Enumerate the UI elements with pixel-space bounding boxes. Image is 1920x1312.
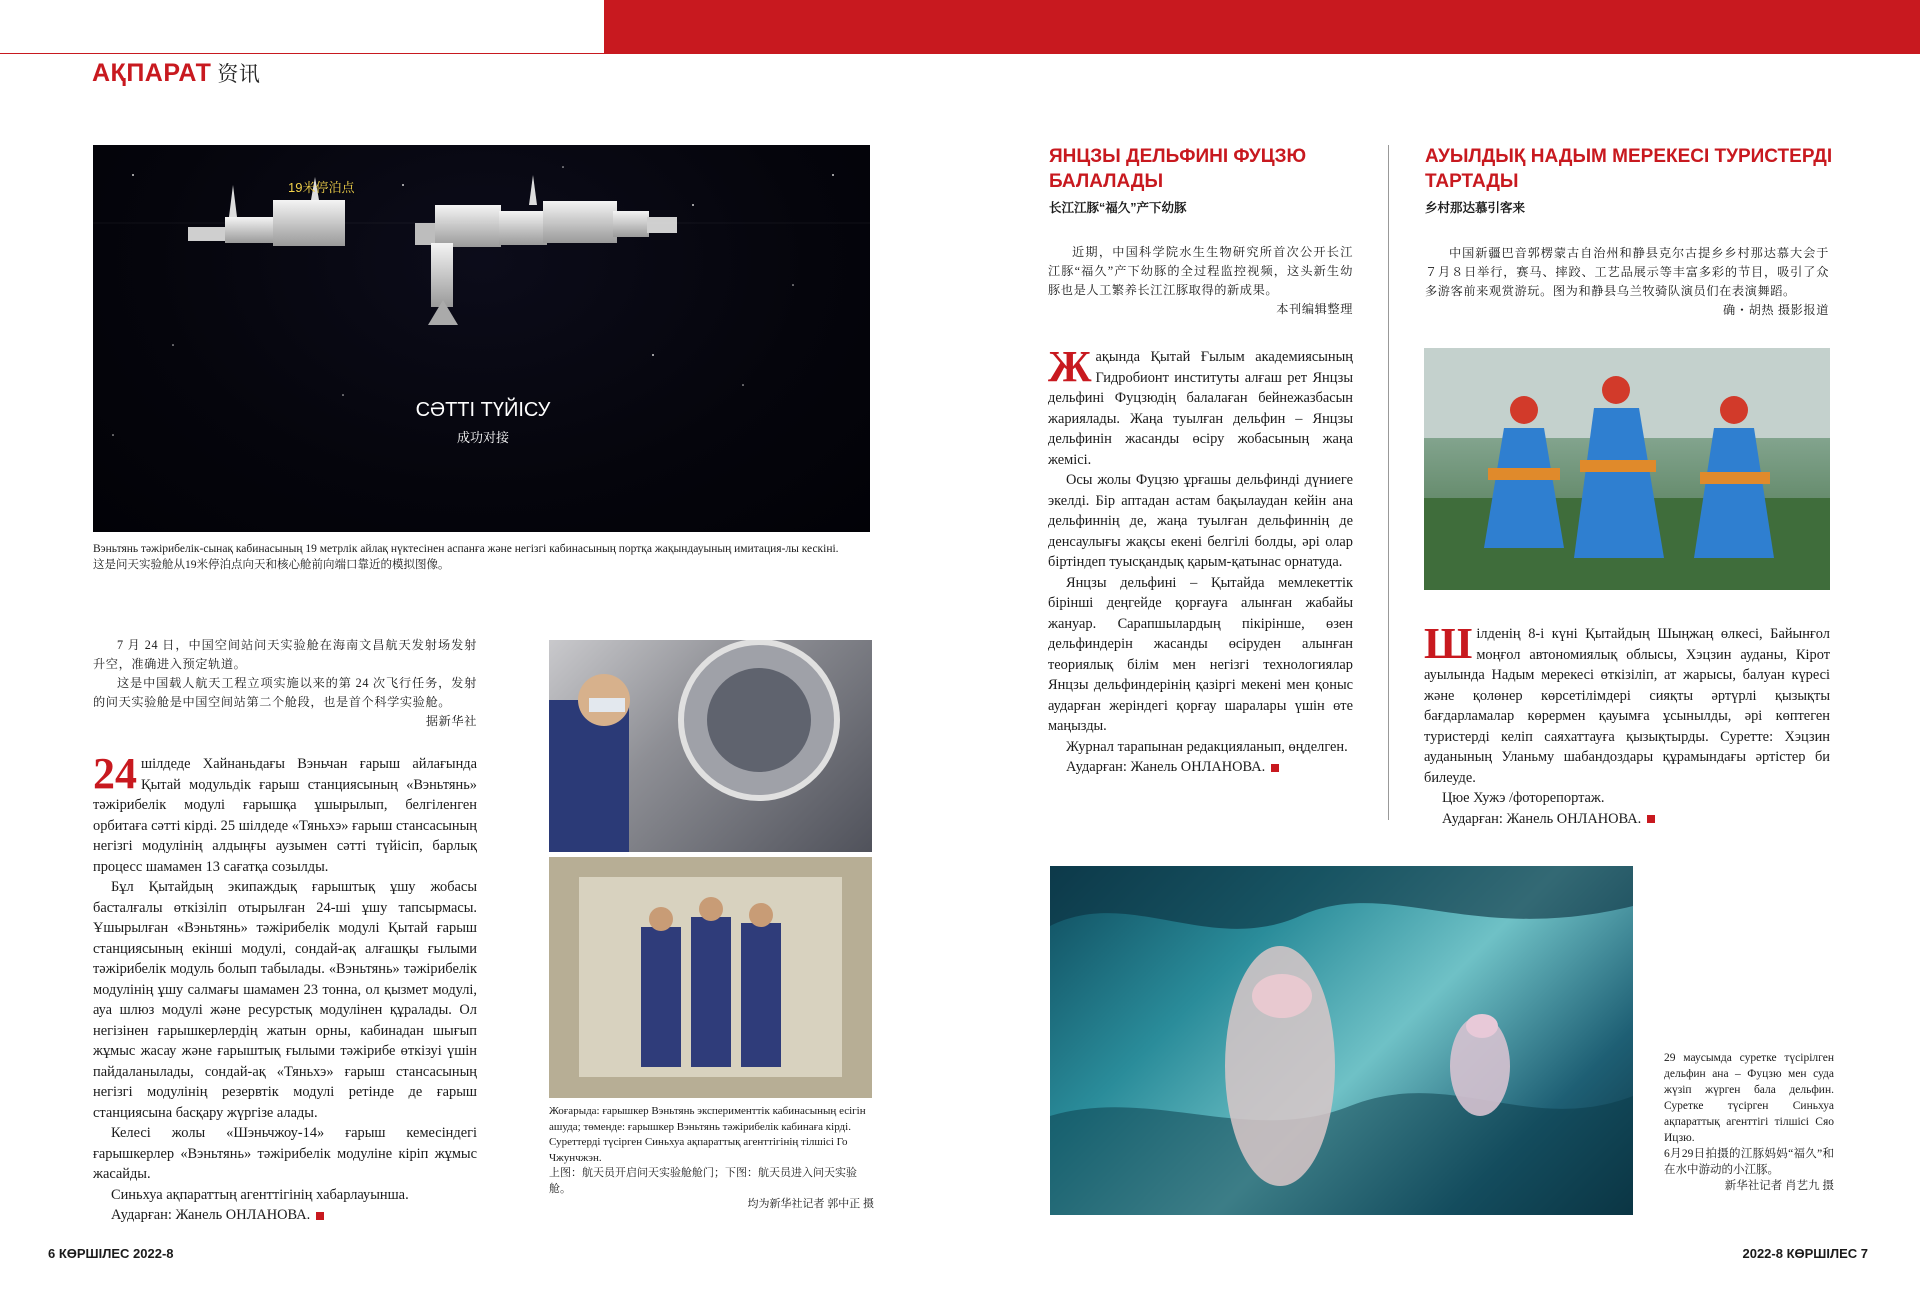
festival-zh-credit: 确・胡热 摄影报道 xyxy=(1723,303,1829,317)
left-zh-source: 据新华社 xyxy=(425,714,477,728)
astronaut-photos-caption xyxy=(549,1104,874,1213)
dolphin-zh-paragraph: 近期，中国科学院水生生物研究所首次公开长江江豚“福久”产下幼豚的全过程监控视频，这头新生幼豚也是人工繁养长江江豚取得的新成果。 xyxy=(1048,245,1353,297)
festival-translator-text: Аударған: Жанель ОНЛАНОВА. xyxy=(1442,810,1642,827)
dolphin-article-zh-intro xyxy=(1048,243,1353,319)
dolphin-article-kz-body xyxy=(1048,342,1353,778)
astronaut-opening-hatch-photo xyxy=(549,640,872,852)
festival-article-dropcap: Ш xyxy=(1424,619,1473,668)
astronaut-caption-kz: Жоғарыда: ғарышкер Вэньтянь эксперименттік кабинасының есігін ашуда; төменде: ғарышкер Вэньтянь тәжірибелік кабинаға кірді. Суреттерді түсірген Синьхуа ақпараттық агенттігінің тілшісі Го Чжунчжэн. xyxy=(549,1105,866,1164)
space-station-illustration xyxy=(93,145,870,532)
left-article-dropcap: 24 xyxy=(93,749,137,798)
dolphins-illustration xyxy=(1050,866,1633,1215)
docking-success-title: СӘТТІ ТҮЙІСУ xyxy=(415,399,551,421)
dolphin-kz-paragraph-3: Янцзы дельфині – Қытайда мемлекеттік бірінші деңгейде қорғауға алынған жабайы жануар. Сарапшылардың пікірінше, өзен дельфиндерін жасанды өсіруден алынған теориялық білім мен негізгі технологиялар Янцзы дельфиндерінің қазіргі мекені мен қоныс аударған жеріндегі қорғау шаралары үшін өте маңызды. xyxy=(1048,574,1353,734)
section-label xyxy=(92,58,260,88)
festival-article-kz-body xyxy=(1424,619,1830,829)
left-kz-paragraph-2: Бұл Қытайдың экипаждық ғарыштық ұшу жобасы басталғалы өткізіліп отырылған 24-ші ұшу тапсырмасы. Ұшырылған «Вэньтянь» тәжірибелік модулі Қытай ғарыш станциясының екінші модулі, сондай-ақ алғашқы ғылыми тәжірибелік модуль болып табылады. «Вэньтянь» тәжірибелік модулінің ұшу салмағы шамамен 23 тонна, ол қызмет модулі, ауа шлюз модулі және ресурстық модулінен құралады. Ол негізінен ғарышкерлердің жатын орны, кабинадан шығып жұмыс жасау және ғарыштық ғылыми тәжірибе өткізуі үшін пайдаланылады, сондай-ақ «Тяньхэ» ғарыш стансасының негізгі модулінің резервтік модулі ретінде де ғарыш станциясына басқару жүргізе алады. xyxy=(93,879,477,1121)
page-folio-left: 6 КӨРШІЛЕС 2022-8 xyxy=(48,1246,174,1261)
left-kz-first-paragraph: шілдеде Хайнаньдағы Вэньчан ғарыш айлағында Қытай модульдік ғарыш станциясының «Вэньтянь» тәжірибелік модулі ғарышқа ұшырылып, белгіленген орбитаға сәтті кірді. 25 шілдеде «Тяньхэ» ғарыш стансасының негізгі модулінің алдыңғы аузымен сәтті түйісіп, барлық процесс шамамен 13 сағатқа созылды. xyxy=(93,756,477,875)
dolphin-article-dropcap: Ж xyxy=(1048,342,1092,391)
festival-kz-translator xyxy=(1424,809,1830,830)
top-red-band xyxy=(604,0,1920,54)
space-photo-caption-zh: 这是问天实验舱从19米停泊点向天和核心舱前向端口靠近的模拟图像。 xyxy=(93,559,450,571)
top-rule xyxy=(0,53,604,54)
end-mark xyxy=(316,1212,324,1220)
dolphin-photo-caption xyxy=(1664,1050,1834,1194)
festival-zh-paragraph: 中国新疆巴音郭楞蒙古自治州和静县克尔古提乡乡村那达慕大会于７月８日举行，赛马、摔跤、工艺品展示等丰富多彩的节目，吸引了众多游客前来观赏游玩。图为和静县乌兰牧骑队演员们在表演舞蹈。 xyxy=(1425,246,1829,298)
festival-kz-first-paragraph: ілденің 8-і күні Қытайдың Шыңжаң өлкесі, Байынғол моңғол автономиялық облысы, Хэцзин ауданы, Кірот ауылында Надым мерекесі өткізіліп, ат жарысы, балуан күресі және қолөнер көрсетілімдері сияқты әртүрлі қызықты бағдарламалар көрермен қауымға ұсынылды, әрі көптеген туристерді келіп саяхаттауға қызықтырды. Суретте: Хэцзин ауданының Уланьму шабандоздары құрамындағы әртістер би билеуде. xyxy=(1424,626,1830,786)
berth-point-label: 19米停泊点 xyxy=(288,180,355,195)
festival-article-title: АУЫЛДЫҚ НАДЫМ МЕРЕКЕСІ ТУРИСТЕРДІ ТАРТАДЫ xyxy=(1425,146,1833,192)
left-article-kz-body xyxy=(93,749,477,1226)
left-translator-text: Аударған: Жанель ОНЛАНОВА. xyxy=(111,1207,311,1223)
dolphin-caption-zh: 6月29日拍摄的江豚妈妈“福久”和在水中游动的小江豚。 xyxy=(1664,1148,1834,1176)
astronauts-illustration xyxy=(549,857,872,1098)
dolphin-caption-kz: 29 маусымда суретке түсірілген дельфин ана – Фуцзю мен суда жүзіп жүрген бала дельфин. Суретке түсірген Синьхуа ақпараттық агенттігі тілшісі Сяо Ицзю. xyxy=(1664,1052,1834,1144)
left-kz-paragraph-3: Келесі жолы «Шэньчжоу-14» ғарыш кемесіндегі ғарышкерлер «Вэньтянь» тәжірибелік модуліне кіріп жұмыс жасайды. xyxy=(93,1125,477,1182)
end-mark xyxy=(1271,764,1279,772)
left-zh-paragraph-1: 7 月 24 日，中国空间站问天实验舱在海南文昌航天发射场发射升空，准确进入预定轨道。 xyxy=(93,638,477,671)
space-photo-caption xyxy=(93,541,873,573)
dolphin-article-subtitle: 长江江豚“福久”产下幼豚 xyxy=(1049,201,1187,215)
dolphin-article-title: ЯНЦЗЫ ДЕЛЬФИНІ ФУЦЗЮ БАЛАЛАДЫ xyxy=(1049,146,1307,192)
dolphin-photo xyxy=(1050,866,1633,1215)
festival-article-zh-intro xyxy=(1425,244,1829,320)
column-divider xyxy=(1388,145,1389,820)
tianhe-core-module xyxy=(415,175,677,325)
section-label-zh: 资讯 xyxy=(217,63,261,86)
dolphin-translator-text: Аударған: Жанель ОНЛАНОВА. xyxy=(1066,759,1266,775)
docking-success-subtitle: 成功对接 xyxy=(456,430,509,445)
page-folio-right: 2022-8 КӨРШІЛЕС 7 xyxy=(1742,1246,1868,1261)
earth-horizon xyxy=(93,465,870,532)
dolphin-zh-source: 本刊编辑整理 xyxy=(1276,302,1353,316)
left-kz-translator xyxy=(93,1205,477,1226)
festival-photo-credit: Цюе Хужэ /фоторепортаж. xyxy=(1442,790,1605,806)
dancers-illustration xyxy=(1424,348,1830,590)
astronauts-inside-module-photo xyxy=(549,857,872,1098)
festival-dancers-photo xyxy=(1424,348,1830,590)
dolphin-kz-first-paragraph: ақында Қытай Ғылым академиясының Гидробионт институты алғаш рет Янцзы дельфині Фуцзюдің балалаған бейнежазбасын жариялады. Жаңа туылған дельфин – Янцзы дельфинін жасанды өсіру жобасының жаңа жемісі. xyxy=(1048,349,1353,468)
dolphin-caption-credit: 新华社记者 肖艺九 摄 xyxy=(1724,1180,1834,1192)
section-label-kz: АҚПАРАТ xyxy=(92,59,212,87)
left-article-zh-intro xyxy=(93,636,477,731)
dolphin-kz-paragraph-4: Журнал тарапынан редакцияланып, өңделген. xyxy=(1066,738,1348,755)
hatch-illustration xyxy=(549,640,872,852)
dolphin-kz-paragraph-2: Осы жолы Фуцзю ұрғашы дельфинді дүниеге экелді. Бір аптадан астам бақылаудан кейін ана дельфиннің де, жаңа туылған дельфиннің де денсаулығы жақсы екені белгілі болды, әрі олар біртіндеп туысқандық қарым-қатынас орнатуда. xyxy=(1048,472,1353,570)
festival-article-subtitle: 乡村那达慕引客来 xyxy=(1425,201,1526,215)
space-photo-caption-kz: Вэньтянь тәжірибелік-сынақ кабинасының 19 метрлік айлақ нүктесінен аспанға және негізгі кабинасының портқа жақындауының имитация-лы кескіні. xyxy=(93,543,839,555)
astronaut-caption-credit: 均为新华社记者 郭中正 摄 xyxy=(747,1198,874,1210)
astronaut-caption-zh: 上图：航天员开启问天实验舱舱门；下图：航天员进入问天实验舱。 xyxy=(549,1167,857,1195)
dolphin-kz-translator xyxy=(1048,757,1353,778)
left-kz-paragraph-4: Синьхуа ақпараттың агенттігінің хабарлауынша. xyxy=(111,1186,409,1203)
space-station-photo xyxy=(93,145,870,532)
end-mark xyxy=(1647,815,1655,823)
left-zh-paragraph-2: 这是中国载人航天工程立项实施以来的第 24 次飞行任务，发射的问天实验舱是中国空间站第二个舱段，也是首个科学实验舱。 xyxy=(93,676,477,709)
